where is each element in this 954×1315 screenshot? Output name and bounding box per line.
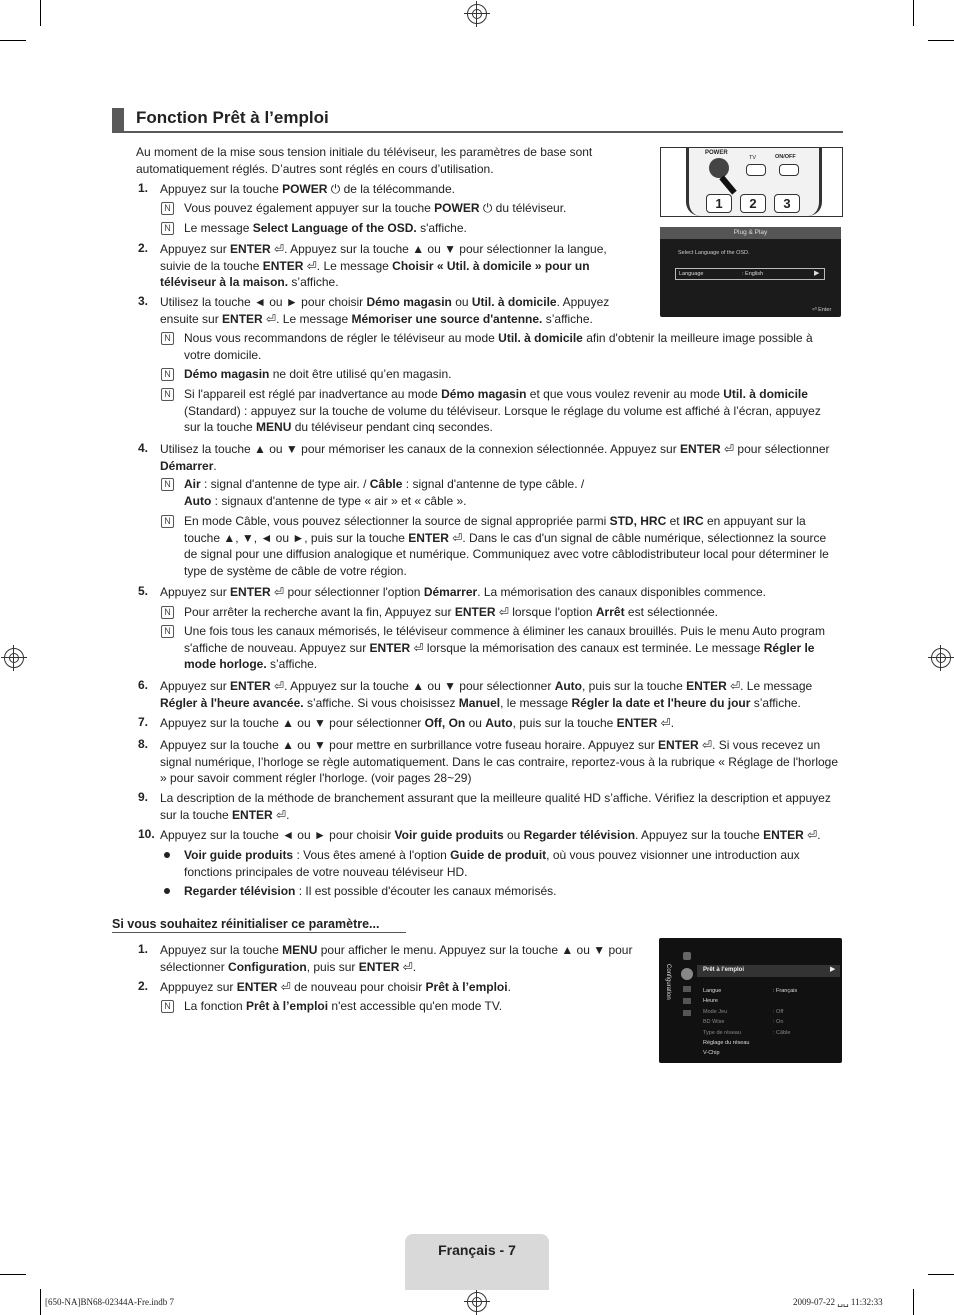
intro-paragraph: Au moment de la mise sous tension initiale du téléviseur, les paramètres de base sont automatiquement réglés. D’autres sont réglés en cours d’utilisation. <box>136 145 593 176</box>
configuration-menu-screen <box>659 938 842 1063</box>
note-icon: N <box>161 388 174 401</box>
power-key-label: POWER <box>705 150 728 156</box>
bullet-text: Voir guide produits : Vous êtes amené à l'option Guide de produit, où vous pouvez visionner une introduction aux fonctions principales de votre nouveau téléviseur HD. <box>184 848 800 879</box>
menu-list <box>703 986 797 1059</box>
gear-icon <box>681 968 693 980</box>
crop-mark <box>928 40 954 41</box>
step-number: 7. <box>138 715 149 729</box>
print-date: 2009-07-22 ␣␣ 11:32:33 <box>793 1297 883 1307</box>
plug-and-play-screen <box>660 227 841 317</box>
title-accent-bar <box>112 108 124 132</box>
step-number: 4. <box>138 441 149 455</box>
menu-icon-picture <box>683 952 691 960</box>
osd-title: Plug & Play <box>660 227 841 239</box>
page-number: Français - 7 <box>438 1242 516 1258</box>
bullet-icon <box>164 852 170 858</box>
step-number: 6. <box>138 678 149 692</box>
note-icon: N <box>161 222 174 235</box>
menu-header-row[interactable] <box>697 965 840 977</box>
step-number: 2. <box>138 979 149 993</box>
enter-icon: ⏎ <box>812 307 819 313</box>
language-row[interactable] <box>675 268 825 280</box>
step-text: Appuyez sur ENTER ⏎. Appuyez sur la touche ▲ ou ▼ pour sélectionner la langue, suivie de la touche ENTER ⏎. Le message Choisir « Util. à domicile » pour un téléviseur à la maison. s’affiche. <box>160 242 607 289</box>
bullet-text: Regarder télévision : Il est possible d'écouter les canaux mémorisés. <box>184 884 557 898</box>
note-icon: N <box>161 478 174 491</box>
note-text: Vous pouvez également appuyer sur la touche POWER ⏻ du téléviseur. <box>184 201 567 215</box>
note-text: La fonction Prêt à l’emploi n'est accessible qu'en mode TV. <box>184 999 503 1013</box>
step-number: 1. <box>138 942 149 956</box>
menu-row[interactable]: Type de réseau : Câble <box>703 1029 791 1036</box>
registration-mark-icon <box>467 1292 487 1312</box>
step-text: Appuyez sur la touche POWER ⏻ de la télécommande. <box>160 182 455 196</box>
step-text: Appuyez sur ENTER ⏎. Appuyez sur la touche ▲ ou ▼ pour sélectionner Auto, puis sur la touche ENTER ⏎. Le message Régler à l'heure avancée. s’affiche. Si vous choisissez Manuel, le message Régler la date et l'heure du jour s’affiche. <box>160 679 813 710</box>
crop-mark <box>928 1274 954 1275</box>
key-1: 1 <box>706 194 732 213</box>
note-text: En mode Câble, vous pouvez sélectionner la source de signal appropriée parmi STD, HRC et IRC en appuyant sur la touche ▲, ▼, ◄ ou ►, puis sur la touche ENTER ⏎. Dans le cas d'un signal de câble numérique, sélectionnez la source de signal pour une diffusion analogique et numérique. Communiquez avec votre câblodistributeur local pour déterminer le type de système de câble de votre région. <box>184 514 829 578</box>
right-arrow-icon: ▶ <box>830 966 836 973</box>
note-icon: N <box>161 625 174 638</box>
note-text: Pour arrêter la recherche avant la fin, Appuyez sur ENTER ⏎ lorsque l'option Arrêt est sélectionnée. <box>184 605 718 619</box>
menu-row[interactable]: Mode Jeu : Off <box>703 1008 784 1015</box>
crop-mark <box>0 40 26 41</box>
note-icon: N <box>161 606 174 619</box>
registration-mark-icon <box>4 648 24 668</box>
right-arrow-icon: ▶ <box>814 270 820 277</box>
note-text: Si l'appareil est réglé par inadvertance au mode Démo magasin et que vous voulez revenir au mode Util. à domicile (Standard) : appuyez sur la touche de volume du téléviseur. Lorsque le réglage du volume est affiché à l’écran, appuyez sur la touche MENU du téléviseur pendant cinq secondes. <box>184 387 821 434</box>
tv-button-icon <box>746 164 766 176</box>
note-text: Nous vous recommandons de régler le téléviseur au mode Util. à domicile afin d'obtenir la meilleure image possible à votre domicile. <box>184 331 813 362</box>
note-icon: N <box>161 332 174 345</box>
tv-key-label: TV <box>749 155 757 161</box>
note-icon: N <box>161 1000 174 1013</box>
crop-mark <box>913 1289 914 1315</box>
crop-mark <box>913 0 914 26</box>
step-text: Appuyez sur ENTER ⏎ pour sélectionner l'option Démarrer. La mémorisation des canaux disponibles commence. <box>160 585 767 599</box>
note-text: Démo magasin ne doit être utilisé qu’en magasin. <box>184 367 452 381</box>
menu-header-label: Prêt à l’emploi <box>703 967 745 973</box>
osd-enter-hint: ⏎ Enter <box>812 307 832 313</box>
menu-row[interactable]: BD Wise : On <box>703 1019 784 1026</box>
side-label: Configuration <box>665 964 671 1000</box>
menu-row[interactable]: V-Chip <box>703 1050 720 1057</box>
power-button-icon <box>709 158 729 178</box>
language-label: Language <box>679 271 704 277</box>
title-rule <box>112 131 843 133</box>
step-number: 3. <box>138 294 149 308</box>
crop-mark <box>40 0 41 26</box>
step-number: 10. <box>138 827 155 841</box>
menu-icon-channel <box>683 998 691 1004</box>
crop-mark <box>0 1274 26 1275</box>
reset-heading-rule <box>112 932 406 933</box>
step-text: Appuyez sur la touche ▲ ou ▼ pour sélectionner Off, On ou Auto, puis sur la touche ENTER ⏎. <box>160 716 675 730</box>
step-text: Appuyez sur la touche ◄ ou ► pour choisir Voir guide produits ou Regarder télévision. Appuyez sur la touche ENTER ⏎. <box>160 828 821 842</box>
section-title: Fonction Prêt à l’emploi <box>136 108 329 127</box>
reset-heading: Si vous souhaitez réinitialiser ce paramètre... <box>112 917 380 931</box>
step-number: 1. <box>138 181 149 195</box>
menu-row[interactable]: Réglage du réseau <box>703 1040 750 1047</box>
osd-prompt: Select Language of the OSD. <box>678 250 750 256</box>
step-text: Appuyez sur la touche ▲ ou ▼ pour mettre en surbrillance votre fuseau horaire. Appuyez sur ENTER ⏎. Si vous recevez un signal numérique, l’horloge se règle automatiquement. Dans le cas contraire, reportez-vous à la rubrique « Réglage de l'horloge » pour savoir comment régler l'horloge. (voir pages 28~29) <box>160 738 839 785</box>
step-text: Apppuyez sur ENTER ⏎ de nouveau pour choisir Prêt à l’emploi. <box>160 980 511 994</box>
registration-mark-icon <box>931 648 951 668</box>
step-number: 5. <box>138 584 149 598</box>
step-text: La description de la méthode de branchement assurant que la meilleure qualité HD s’affiche. Vérifiez la description et appuyez sur la touche ENTER ⏎. <box>160 791 831 822</box>
registration-mark-icon <box>467 4 487 24</box>
file-info: [650-NA]BN68-02344A-Fre.indb 7 <box>45 1297 174 1307</box>
step-text: Utilisez la touche ▲ ou ▼ pour mémoriser les canaux de la connexion sélectionnée. Appuyez sur ENTER ⏎ pour sélectionner Démarrer. <box>160 442 830 473</box>
menu-row[interactable]: Langue : Français <box>703 988 798 994</box>
note-text: Une fois tous les canaux mémorisés, le téléviseur commence à éliminer les canaux brouillés. Puis le menu Auto program s'affiche de nouveau. Appuyez sur ENTER ⏎ lorsque la mémorisation des canaux est terminée. Le message Régler le mode horloge. s’affiche. <box>184 624 825 671</box>
note-icon: N <box>161 368 174 381</box>
step-text: Utilisez la touche ◄ ou ► pour choisir Démo magasin ou Util. à domicile. Appuyez ensuite sur ENTER ⏎. Le message Mémoriser une source d'antenne. s’affiche. <box>160 295 610 326</box>
menu-icon-sound <box>683 986 691 992</box>
step-number: 8. <box>138 737 149 751</box>
note-text: Le message Select Language of the OSD. s'affiche. <box>184 221 467 235</box>
key-3: 3 <box>774 194 800 213</box>
step-number: 9. <box>138 790 149 804</box>
step-number: 2. <box>138 241 149 255</box>
menu-icon-input <box>683 1010 691 1016</box>
menu-row[interactable]: Heure <box>703 998 718 1005</box>
crop-mark <box>40 1289 41 1315</box>
note-icon: N <box>161 202 174 215</box>
language-value: : English <box>742 271 764 277</box>
onoff-button-icon <box>779 164 799 176</box>
key-2: 2 <box>740 194 766 213</box>
bullet-icon <box>164 888 170 894</box>
remote-control-image <box>660 147 843 217</box>
step-text: Appuyez sur la touche MENU pour afficher le menu. Appuyez sur la touche ▲ ou ▼ pour sélectionner Configuration, puis sur ENTER ⏎. <box>160 943 633 974</box>
note-icon: N <box>161 515 174 528</box>
onoff-key-label: ON/OFF <box>775 154 796 160</box>
note-text: Air : signal d'antenne de type air. / Câble : signal d'antenne de type câble. / Auto : signaux d'antenne de type « air » et « câble ». <box>184 477 585 508</box>
